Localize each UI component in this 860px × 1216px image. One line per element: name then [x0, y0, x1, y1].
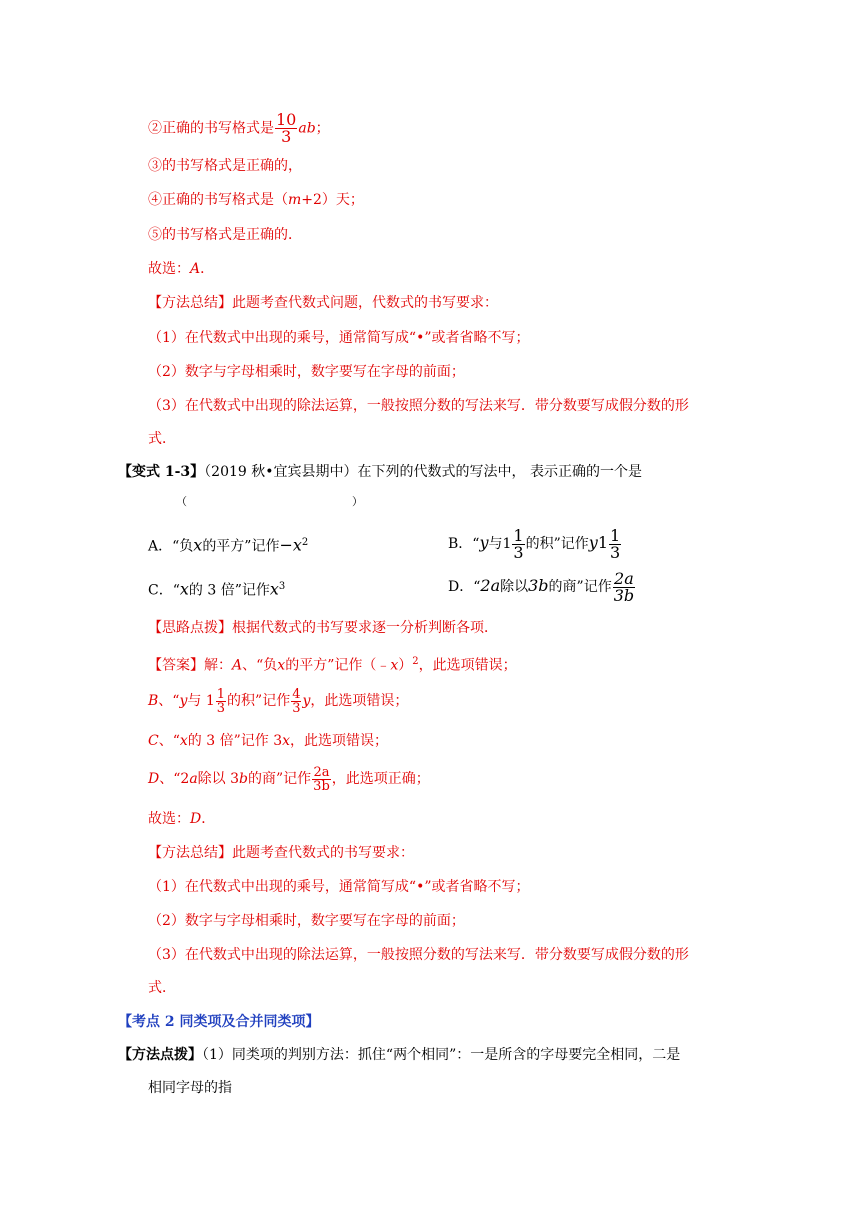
- method-tip-cont: 相同字母的指: [148, 1080, 232, 1096]
- answer-item-4: ④正确的书写格式是（m+2）天；: [148, 192, 364, 208]
- answer-a: 【答案】解：A、“负x的平方”记作（﹣x）$^2$，此选项错误；: [148, 656, 517, 674]
- answer-choice-1: 故选：A．: [148, 261, 215, 277]
- method-summary-2: 【方法总结】此题考查代数式的书写要求：: [148, 845, 414, 861]
- answer-paren-close: ）: [352, 495, 363, 508]
- fraction-1-3: $\frac{1}{3}$: [513, 525, 524, 562]
- fraction-10-3: $\frac{10}{3}$: [276, 110, 297, 146]
- answer-item-5: ⑤的书写格式是正确的．: [148, 227, 302, 243]
- summary2-point-3-cont: 式．: [148, 980, 176, 996]
- answer-paren-open: （: [176, 495, 187, 508]
- answer-item-3: ③的书写格式是正确的，: [148, 158, 302, 174]
- option-a: A．“负x的平方”记作$-x^2$: [148, 535, 309, 555]
- summary2-point-2: （2）数字与字母相乘时，数字要写在字母的前面；: [148, 913, 465, 929]
- method-summary-1: 【方法总结】此题考查代数式问题，代数式的书写要求：: [148, 295, 498, 311]
- option-c: C．“x的 3 倍”记作$x^3$: [148, 579, 286, 599]
- answer-b: B、“y与 1 $\frac{1}{3}$ 的积”记作 $\frac{4}{3}$ y，此选项错误；: [148, 686, 409, 716]
- option-d: D．“2a除以3b的商”记作 $\frac{2a}{3b}$: [448, 568, 635, 605]
- summary1-point-3: （3）在代数式中出现的除法运算，一般按照分数的写法来写．带分数要写成假分数的形: [148, 398, 689, 414]
- summary2-point-3: （3）在代数式中出现的除法运算，一般按照分数的写法来写．带分数要写成假分数的形: [148, 947, 689, 963]
- topic-2-heading: 【考点 2 同类项及合并同类项】: [118, 1014, 320, 1030]
- answer-item-2: ②正确的书写格式是 $\frac{10}{3}$ ab；: [148, 110, 330, 146]
- question-stem: 【变式 1-3】（2019 秋•宜宾县期中）在下列的代数式的写法中， 表示正确的一个是: [118, 464, 642, 480]
- hint: 【思路点拨】根据代数式的书写要求逐一分析判断各项．: [148, 620, 498, 636]
- fraction-4-3: $\frac{4}{3}$: [292, 686, 301, 716]
- fraction-1-3-answer: $\frac{1}{3}$: [216, 686, 226, 716]
- fraction-2a-3b-answer: $\frac{2a}{3b}$: [313, 764, 330, 794]
- summary2-point-1: （1）在代数式中出现的乘号，通常简写成“•”或者省略不写；: [148, 879, 530, 895]
- answer-d: D、“2a除以 3b的商”记作 $\frac{2a}{3b}$ ，此选项正确；: [148, 764, 430, 794]
- option-b: B．“y与1 $\frac{1}{3}$ 的积”记作y1 $\frac{1}{3}$: [448, 525, 621, 562]
- method-tip: 【方法点拨】（1）同类项的判别方法：抓住“两个相同”：一是所含的字母要完全相同，二是: [118, 1047, 681, 1063]
- answer-choice-2: 故选：D．: [148, 811, 216, 827]
- answer-c: C、“x的 3 倍”记作 3x，此选项错误；: [148, 733, 389, 749]
- fraction-1-3-b: $\frac{1}{3}$: [610, 525, 621, 562]
- summary1-point-2: （2）数字与字母相乘时，数字要写在字母的前面；: [148, 364, 465, 380]
- fraction-2a-3b: $\frac{2a}{3b}$: [613, 568, 635, 605]
- summary1-point-1: （1）在代数式中出现的乘号，通常简写成“•”或者省略不写；: [148, 330, 530, 346]
- summary1-point-3-cont: 式．: [148, 431, 176, 447]
